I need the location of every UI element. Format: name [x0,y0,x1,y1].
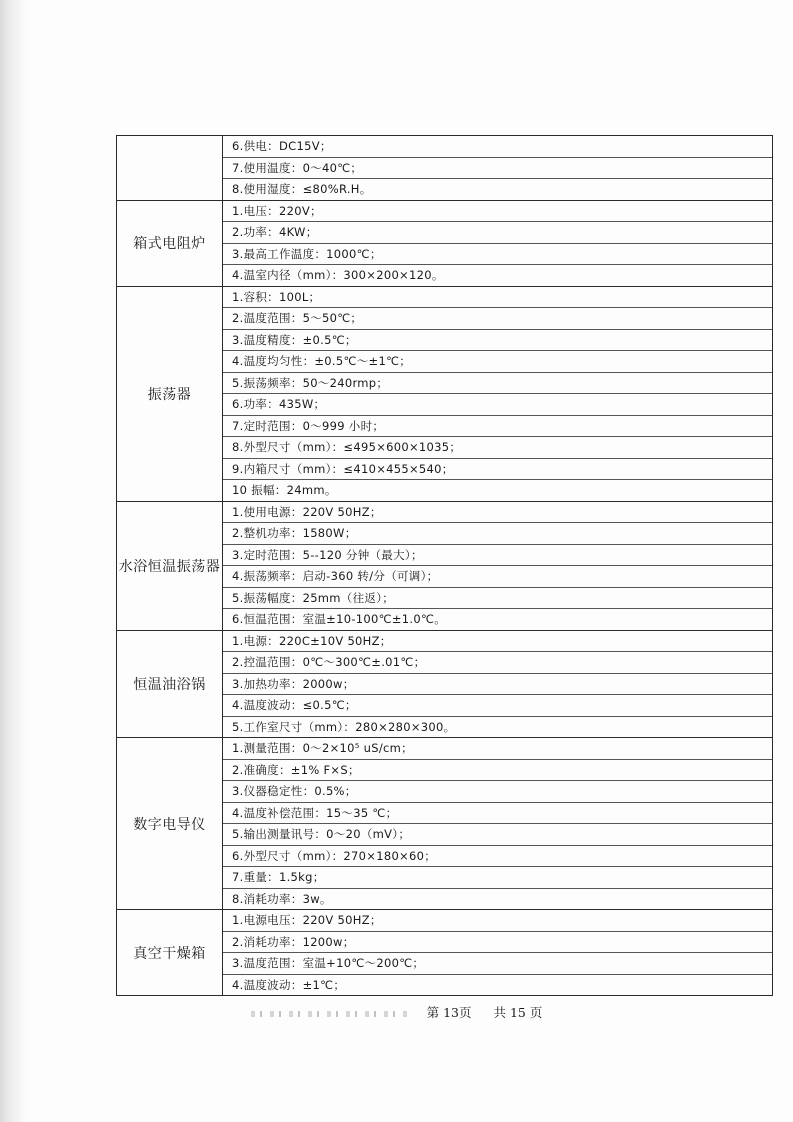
spec-line: 6.功率：435W； [223,393,772,415]
spec-line: 8.使用湿度：≤80%R.H。 [223,178,772,200]
spec-line: 10 振幅：24mm。 [223,479,772,501]
spec-line: 3.温度范围：室温+10℃～200℃； [223,952,772,974]
spec-line: 3.温度精度：±0.5℃； [223,329,772,351]
spec-line: 1.电源：220C±10V 50HZ； [232,633,392,648]
table-row [117,910,773,996]
scan-edge-shadow [0,0,30,1122]
spec-line: 1.测量范围：0～2×10⁵ uS/cm； [232,741,413,755]
spec-line: 4.温度补偿范围：15～35 ℃； [223,802,772,824]
spec-line: 1.容积：100L； [232,289,321,304]
equipment-name-cell: 真空干燥箱 [117,910,223,996]
spec-line: 3.加热功率：2000w； [223,673,772,695]
spec-line: 1.电源电压：220V 50HZ； [232,913,382,927]
spec-line: 2.消耗功率：1200w； [223,931,772,953]
table-row [117,630,773,738]
page-number-total: 共 15 页 [493,1005,543,1020]
equipment-spec-cell [223,910,773,996]
spec-line: 4.温度波动：≤0.5℃； [223,694,772,716]
spec-line: 1.使用电源：220V 50HZ； [232,504,382,519]
table-body [117,136,773,996]
spec-line: 4.温度波动：±1℃； [223,974,772,996]
spec-line: 7.重量：1.5kg； [223,866,772,888]
spec-line: 6.供电：DC15V； [232,139,332,153]
table-row [117,200,773,286]
spec-line: 3.定时范围：5--120 分钟（最大）； [223,544,772,566]
table-row [117,501,773,630]
spec-line: 8.外型尺寸（mm）：≤495×600×1035； [223,436,772,458]
table-row [117,286,773,501]
page-number-current: 第 13页 [426,1005,472,1020]
equipment-name-cell: 振荡器 [117,286,223,501]
equipment-spec-table [116,135,773,996]
spec-line: 2.功率：4KW； [223,221,772,243]
equipment-name-cell [117,136,223,201]
equipment-spec-cell [223,738,773,910]
equipment-spec-cell [223,200,773,286]
spec-line: 4.振荡频率：启动-360 转/分（可调）； [223,565,772,587]
spec-line: 2.准确度：±1% F×S； [223,759,772,781]
spec-line: 3.仪器稳定性：0.5%； [223,780,772,802]
table-row [117,738,773,910]
footer-scan-smudge [251,1011,411,1017]
spec-line: 2.控温范围：0℃～300℃±.01℃； [223,651,772,673]
spec-line: 4.温室内径（mm）：300×200×120。 [223,264,772,286]
spec-line: 8.消耗功率：3w。 [223,888,772,910]
spec-line: 7.定时范围：0～999 小时； [223,415,772,437]
spec-line: 9.内箱尺寸（mm）：≤410×455×540； [223,458,772,480]
spec-line: 4.温度均匀性：±0.5℃～±1℃； [223,350,772,372]
spec-line: 6.外型尺寸（mm）：270×180×60； [223,845,772,867]
equipment-name-cell: 恒温油浴锅 [117,630,223,738]
equipment-name-cell: 水浴恒温振荡器 [117,501,223,630]
table-row [117,136,773,201]
equipment-name-cell: 数字电导仪 [117,738,223,910]
equipment-spec-cell [223,630,773,738]
spec-line: 2.温度范围：5～50℃； [223,307,772,329]
spec-line: 2.整机功率：1580W； [223,522,772,544]
spec-line: 6.恒温范围：室温±10-100℃±1.0℃。 [223,608,772,630]
spec-line: 5.工作室尺寸（mm）：280×280×300。 [223,716,772,738]
spec-line: 3.最高工作温度：1000℃； [223,243,772,265]
spec-line: 5.振荡频率：50～240rmp； [223,372,772,394]
spec-line: 1.电压：220V； [232,203,322,218]
equipment-spec-cell [223,286,773,501]
spec-line: 5.输出测量讯号：0～20（mV）； [223,823,772,845]
spec-line: 5.振荡幅度：25mm（往返）； [223,587,772,609]
equipment-name-cell: 箱式电阻炉 [117,200,223,286]
equipment-spec-cell [223,136,773,201]
equipment-spec-cell [223,501,773,630]
spec-line: 7.使用温度：0～40℃； [223,157,772,179]
page-footer [0,1003,793,1021]
